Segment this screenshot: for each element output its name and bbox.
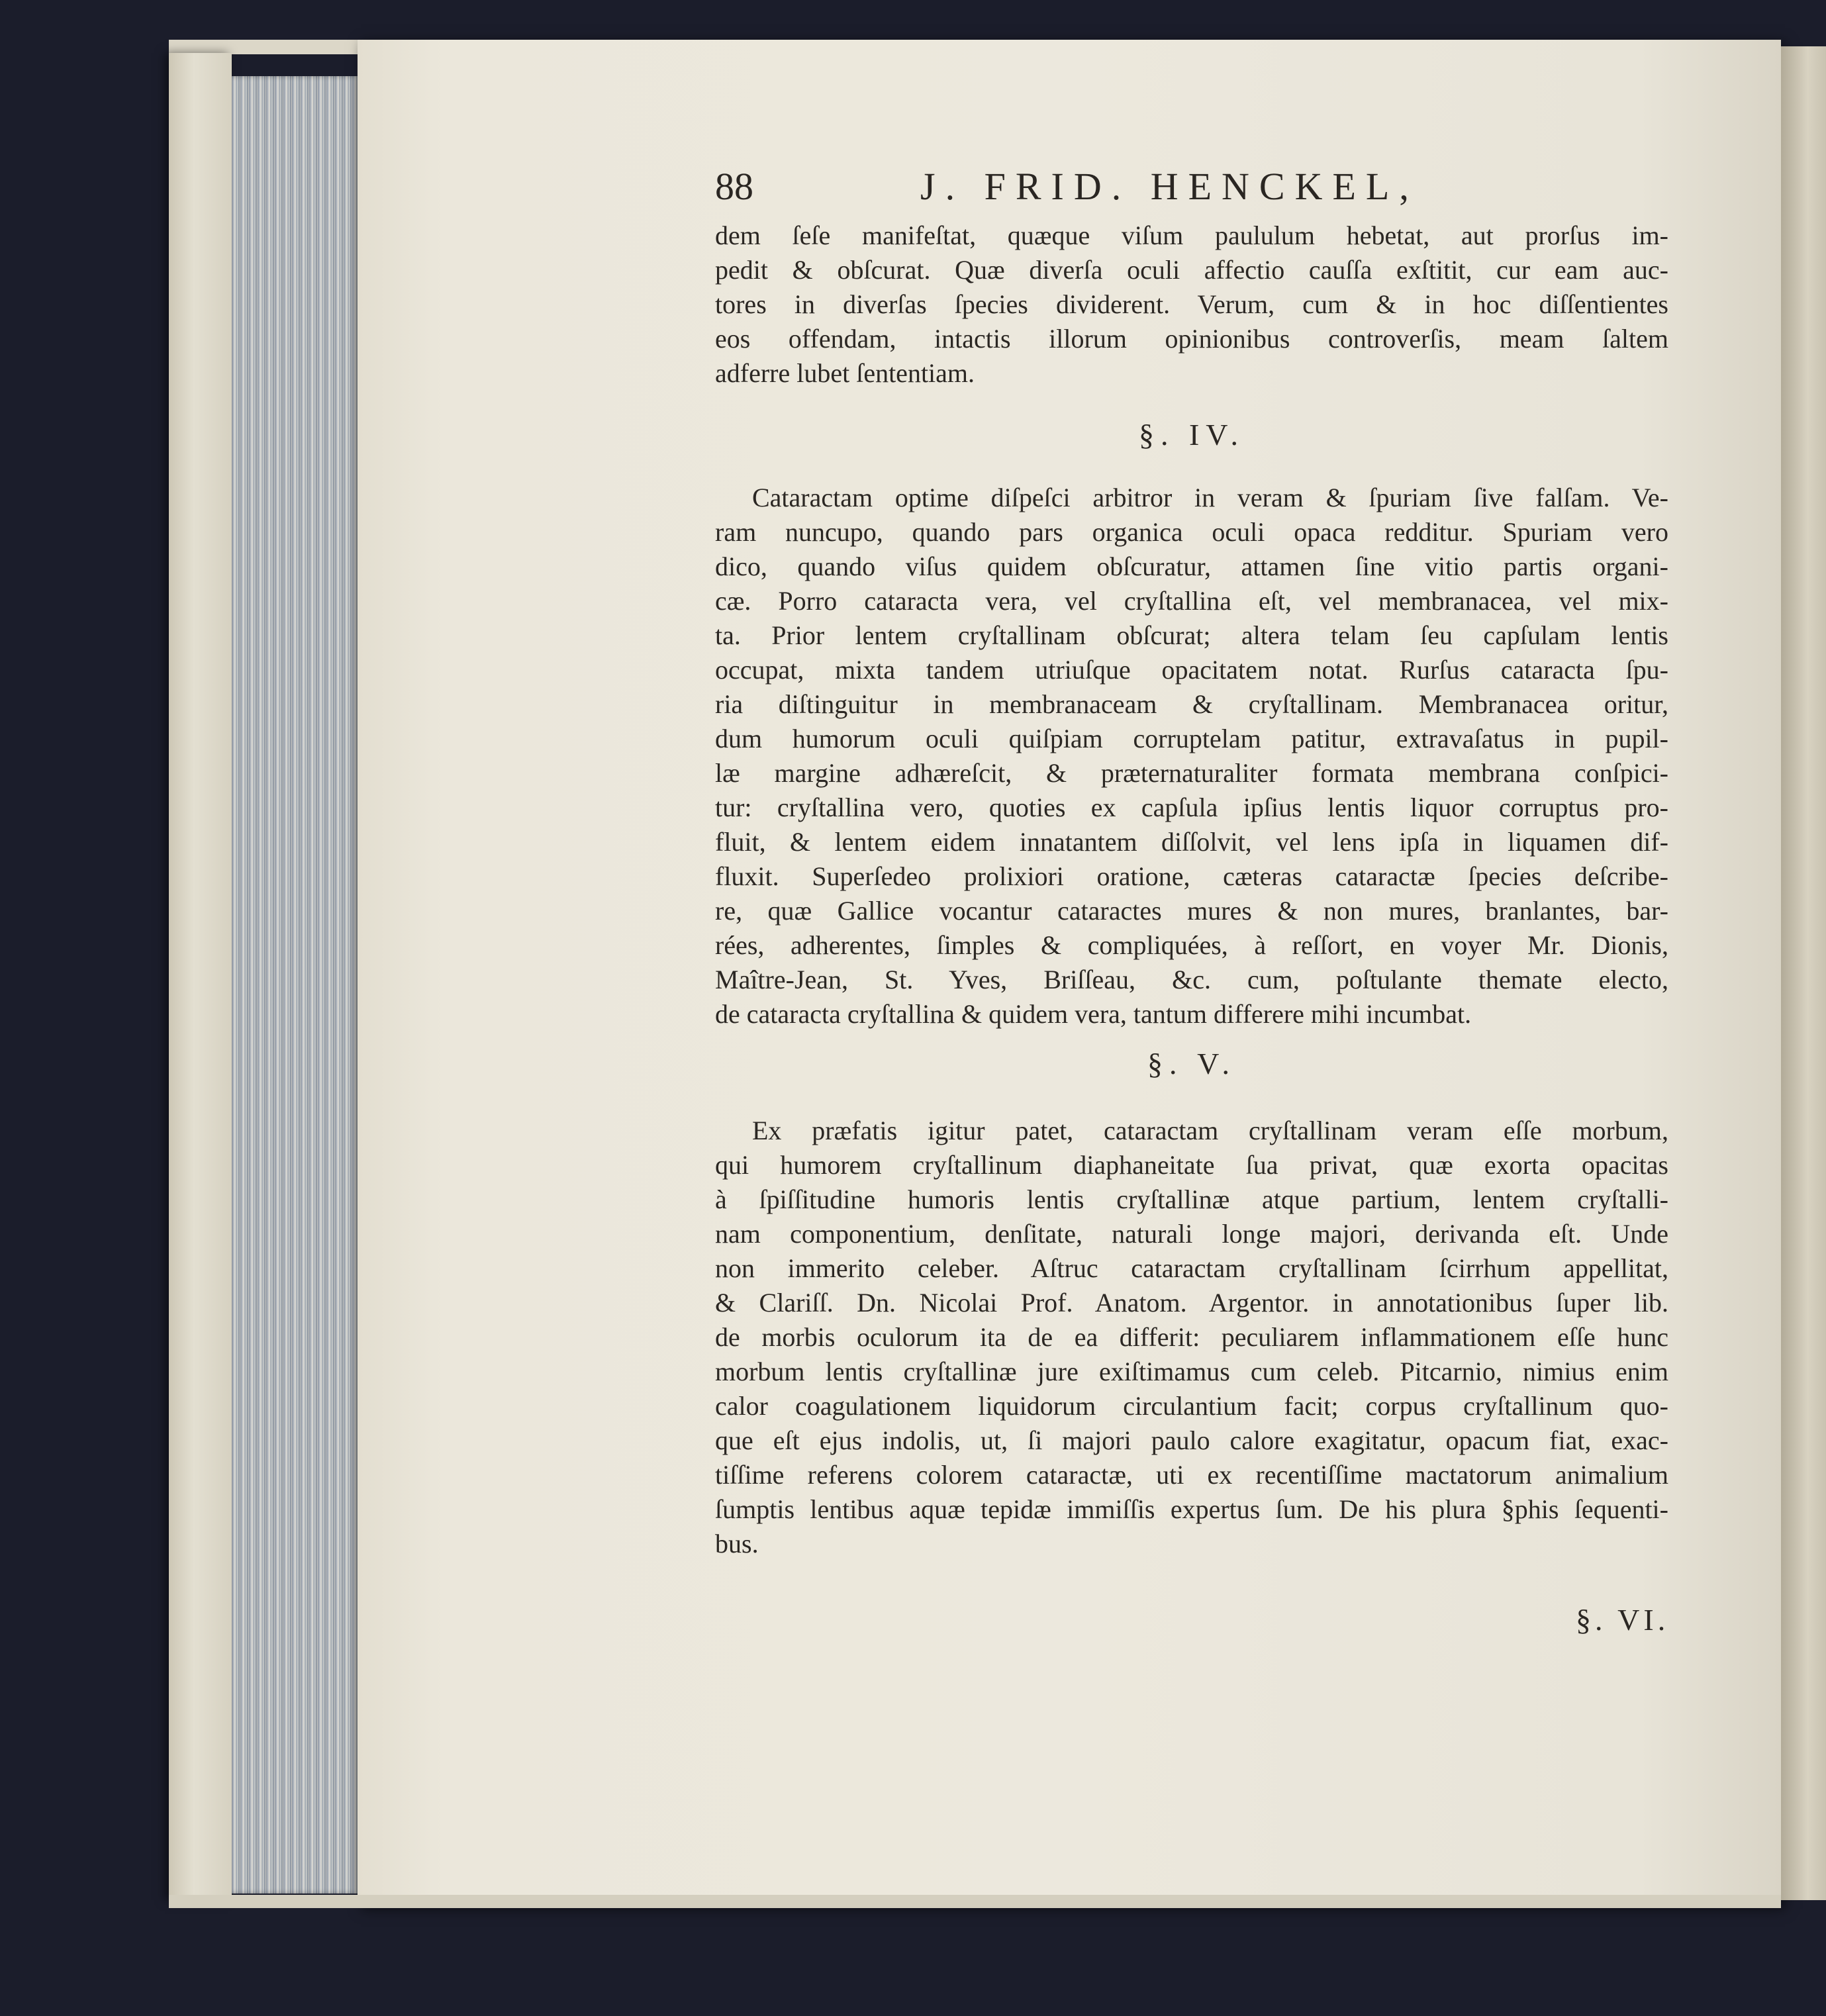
paragraph-2: [715, 481, 1668, 1032]
text-line: occupat, mixta tandem utriuſque opacitatem notat. Rurſus cataracta ſpu-: [715, 655, 1668, 685]
text-line: tur: cryſtallina vero, quoties ex capſula ipſius lentis liquor corruptus pro-: [715, 792, 1668, 822]
text-line: de morbis oculorum ita de ea differit: peculiarem inflammationem eſſe hunc: [715, 1322, 1668, 1352]
text-line: non immerito celeber. Aſtruc cataractam cryſtallinam ſcirrhum appellitat,: [715, 1253, 1668, 1283]
text-line: dum humorum oculi quiſpiam corruptelam patitur, extravaſatus in pupil-: [715, 724, 1668, 753]
running-title: J. FRID. HENCKEL,: [920, 165, 1419, 208]
paragraph-1: [715, 218, 1668, 391]
text-line: de cataracta cryſtallina & quidem vera, tantum differere mihi incumbat.: [715, 999, 1472, 1029]
text-line: fluxit. Superſedeo prolixiori oratione, cæteras cataractæ ſpecies deſcribe-: [715, 861, 1668, 891]
paragraph-3: [715, 1114, 1668, 1561]
book-fore-edge: [232, 76, 358, 1894]
text-line: ſumptis lentibus aquæ tepidæ immiſſis expertus ſum. De his plura §phis ſequenti-: [715, 1494, 1668, 1524]
page-number: 88: [715, 165, 753, 208]
section-heading-iv: §. IV.: [1138, 418, 1245, 452]
text-line: ria diſtinguitur in membranaceam & cryſtallinam. Membranacea oritur,: [715, 689, 1668, 719]
text-line: dem ſeſe manifeſtat, quæque viſum paululum hebetat, aut prorſus im-: [715, 220, 1668, 250]
text-line: eos offendam, intactis illorum opinionibus controverſis, meam ſaltem: [715, 324, 1668, 354]
book-bottom-edge: [169, 1895, 1781, 1908]
text-line: Ex præfatis igitur patet, cataractam cryſtallinam veram eſſe morbum,: [752, 1116, 1668, 1145]
text-line: adferre lubet ſententiam.: [715, 358, 975, 388]
text-line: bus.: [715, 1529, 759, 1559]
text-line: qui humorem cryſtallinum diaphaneitate ſua privat, quæ exorta opacitas: [715, 1150, 1668, 1180]
text-line: que eſt ejus indolis, ut, ſi majori paulo calore exagitatur, opacum fiat, exac-: [715, 1425, 1668, 1455]
text-line: calor coagulationem liquidorum circulantium facit; corpus cryſtallinum quo-: [715, 1391, 1668, 1421]
text-line: fluit, & lentem eidem innatantem diſſolvit, vel lens ipſa in liquamen dif-: [715, 827, 1668, 857]
facing-page-edge: [1781, 46, 1826, 1900]
text-line: tiſſime referens colorem cataractæ, uti ex recentiſſime mactatorum animalium: [715, 1460, 1668, 1490]
catchword: §. VI.: [1576, 1603, 1670, 1637]
section-heading-v: §. V.: [1147, 1047, 1236, 1080]
text-line: à ſpiſſitudine humoris lentis cryſtallinæ atque partium, lentem cryſtalli-: [715, 1184, 1668, 1214]
text-line: læ margine adhæreſcit, & præternaturaliter formata membrana conſpici-: [715, 758, 1668, 788]
text-line: & Clariſſ. Dn. Nicolai Prof. Anatom. Argentor. in annotationibus ſuper lib.: [715, 1288, 1668, 1318]
text-line: nam componentium, denſitate, naturali longe majori, derivanda eſt. Unde: [715, 1219, 1668, 1249]
text-line: Cataractam optime diſpeſci arbitror in veram & ſpuriam ſive falſam. Ve-: [752, 483, 1668, 512]
text-line: ta. Prior lentem cryſtallinam obſcurat; altera telam ſeu capſulam lentis: [715, 620, 1668, 650]
text-line: tores in diverſas ſpecies dividerent. Verum, cum & in hoc diſſentientes: [715, 289, 1668, 319]
text-line: morbum lentis cryſtallinæ jure exiſtimamus cum celeb. Pitcarnio, nimius enim: [715, 1357, 1668, 1386]
text-line: rées, adherentes, ſimples & compliquées, à reſſort, en voyer Mr. Dionis,: [715, 930, 1668, 960]
text-line: ram nuncupo, quando pars organica oculi opaca redditur. Spuriam vero: [715, 517, 1668, 547]
text-line: Maître-Jean, St. Yves, Briſſeau, &c. cum, poſtulante themate electo,: [715, 965, 1668, 994]
running-head: [715, 164, 1668, 217]
text-line: pedit & obſcurat. Quæ diverſa oculi affectio cauſſa exſtitit, cur eam auc-: [715, 255, 1668, 285]
text-line: cæ. Porro cataracta vera, vel cryſtallina eſt, vel membranacea, vel mix-: [715, 586, 1668, 616]
book-cover-edge: [169, 53, 232, 1900]
text-line: dico, quando viſus quidem obſcuratur, attamen ſine vitio partis organi-: [715, 552, 1668, 581]
text-line: re, quæ Gallice vocantur cataractes mures & non mures, branlantes, bar-: [715, 896, 1668, 926]
